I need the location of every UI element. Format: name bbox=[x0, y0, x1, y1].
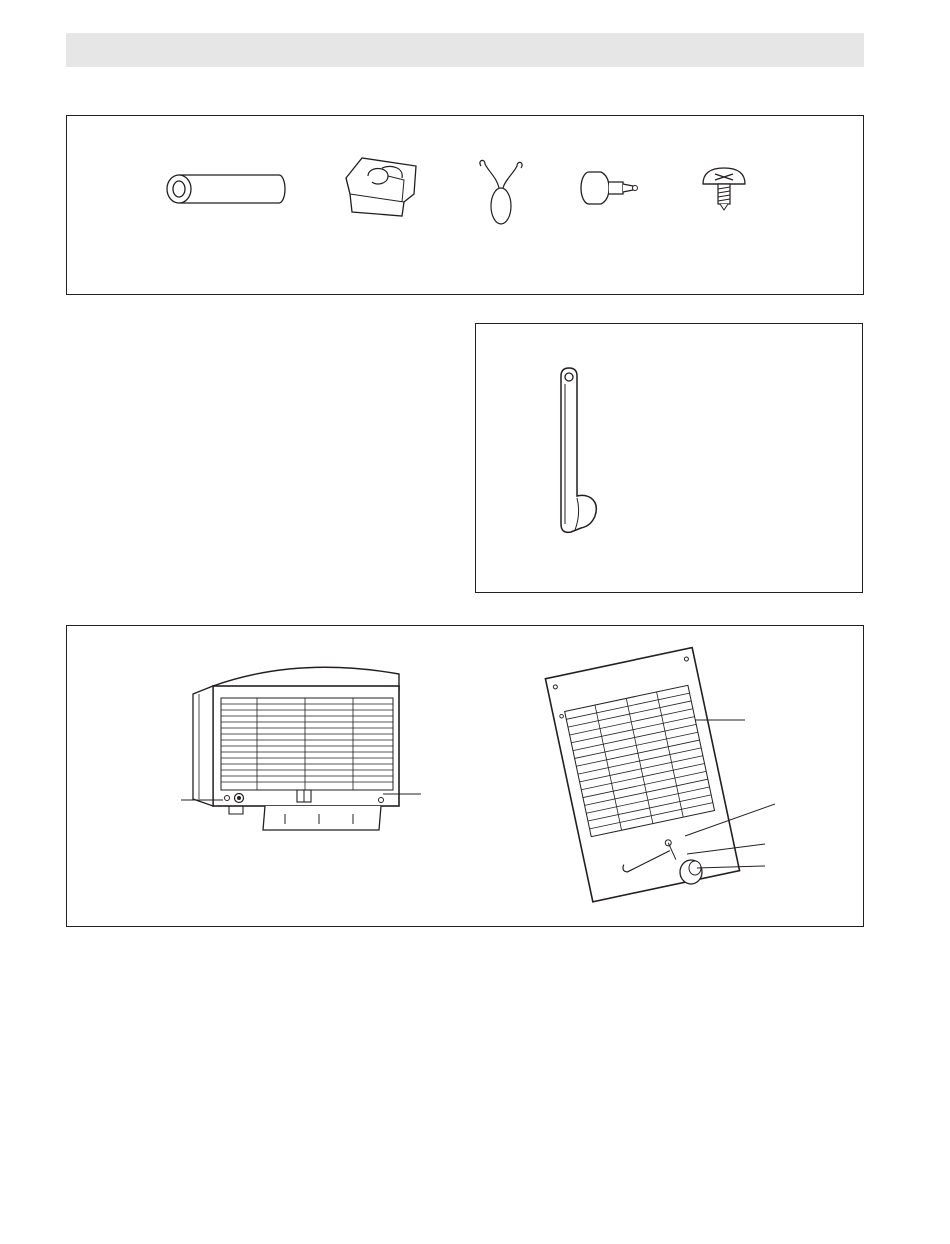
air-conditioner-rear-icon bbox=[177, 654, 427, 839]
wire-spring-icon bbox=[475, 158, 527, 228]
header-bar bbox=[66, 33, 864, 67]
screw-icon bbox=[699, 164, 749, 214]
drain-plug-icon bbox=[579, 168, 641, 208]
clip-icon bbox=[342, 154, 422, 220]
tube-icon bbox=[165, 171, 289, 207]
hook-key-icon bbox=[551, 364, 611, 544]
unit-box bbox=[66, 625, 864, 927]
tool-box bbox=[475, 323, 863, 593]
parts-box bbox=[66, 115, 864, 295]
grille-panel-icon bbox=[535, 636, 775, 906]
